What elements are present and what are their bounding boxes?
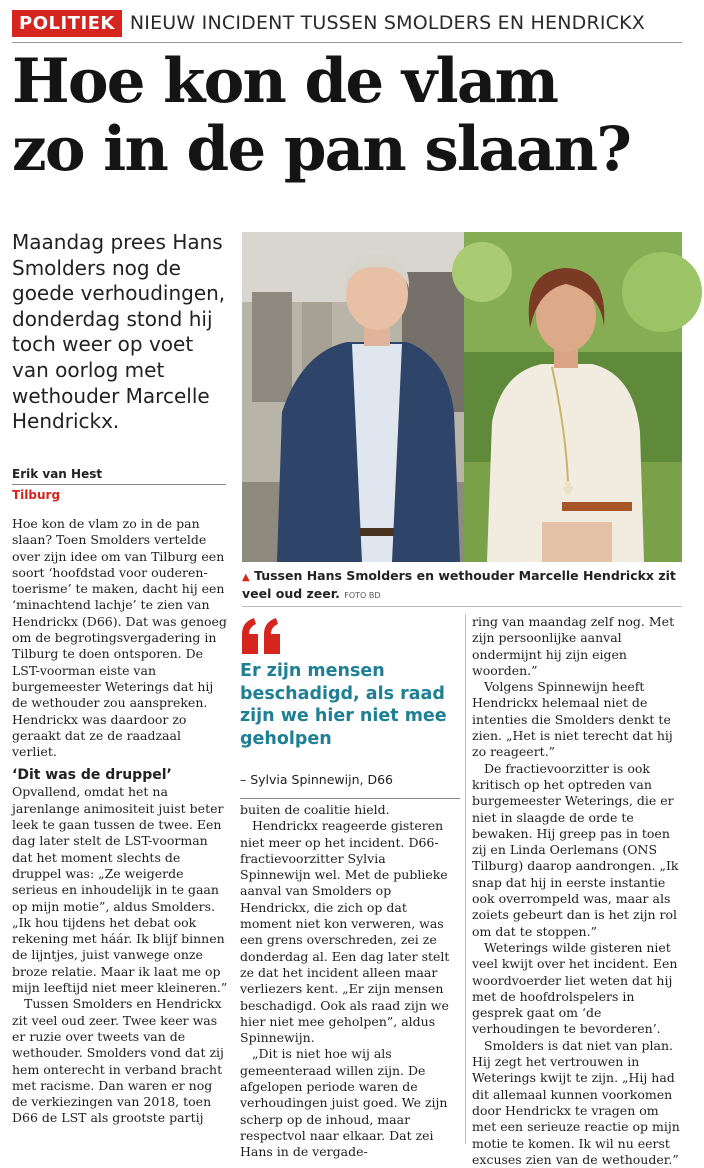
byline-divider [12, 484, 226, 485]
pull-quote: Er zijn mensen beschadigd, als raad zijn we hier niet mee geholpen [240, 661, 447, 749]
paragraph: Weterings wilde gisteren niet veel kwijt over het incident. Een woordvoerder liet weten dat hij met de hoofdrolspelers in gesprek gaat om ‘de verhoudingen te bevorderen’. [472, 939, 678, 1037]
paragraph: Tussen Smolders en Hendrickx zit veel oud zeer. Twee keer was er ruzie over tweets van de wethouder. Smolders vond dat zij hem onterecht in verband bracht met racisme. Dan waren er nog de verkiezingen van 2018, toen D66 de LST als grootste partij [12, 996, 224, 1126]
section-tag: POLITIEK [12, 10, 122, 37]
caption-triangle-icon: ▲ [242, 572, 250, 583]
photo-caption [242, 568, 682, 604]
author: Erik van Hest [12, 467, 103, 481]
caption-divider [242, 606, 682, 607]
article-photo [242, 232, 682, 562]
pull-quote-divider [240, 798, 460, 799]
headline [12, 48, 692, 184]
headline-line-2: zo in de pan slaan? [12, 114, 631, 185]
photo-credit: FOTO BD [344, 591, 381, 600]
paragraph: Volgens Spinnewijn heeft Hendrickx helemaal niet de intenties die Smolders denkt te zien. „Het is niet terecht dat hij zo reageert.” [472, 679, 673, 760]
quote-mark-icon [240, 618, 284, 654]
column-divider [465, 614, 466, 1144]
headline-line-1: Hoe kon de vlam [12, 46, 558, 117]
intro-text: Maandag prees Hans Smolders nog de goede verhoudingen, donderdag stond hij toch weer op voet van oorlog met wethouder Marcelle Hendrickx. [12, 230, 226, 434]
pull-quote-author: – Sylvia Spinnewijn, D66 [240, 772, 393, 787]
paragraph: ring van maandag zelf nog. Met zijn persoonlijke aanval ondermijnt hij zijn eigen woorden.” [472, 614, 675, 678]
paragraph: Opvallend, omdat het na jarenlange animositeit juist beter leek te gaan tussen de twee. Een dag later stelt de LST-voorman dat het moment slechts de druppel was: „Ze weigerde serieus en inhoudelijk in te gaan op mijn motie”, aldus Smolders. „Ik hou tijdens het debat ook rekening met háár. Ik blijf binnen de lijntjes, juist vanwege onze broze relatie. Maar ik laat me op mijn leeftijd niet meer kleineren.” [12, 784, 228, 996]
article-column-1 [12, 516, 228, 1127]
kicker: NIEUW INCIDENT TUSSEN SMOLDERS EN HENDRICKX [129, 12, 645, 34]
paragraph: „Dit is niet hoe wij als gemeenteraad willen zijn. De afgelopen periode waren de verhoudingen juist goed. We zijn scherp op de inhoud, maar respectvol naar elkaar. Dat zei Hans in de vergade- [240, 1046, 448, 1160]
article-column-3 [472, 614, 684, 1168]
section-header [12, 8, 682, 38]
paragraph: buiten de coalitie hield. [240, 802, 390, 817]
header-divider [12, 42, 682, 43]
article-column-2 [240, 802, 460, 1161]
paragraph: Hoe kon de vlam zo in de pan slaan? Toen Smolders vertelde over zijn idee om van Tilburg een soort ‘hoofdstad voor ouderen-toerisme’ te maken, dacht hij een ‘minachtend lachje’ te zien van Hendrickx (D66). Dat was genoeg om de begrotingsvergadering in Tilburg te doen ontsporen. De LST-voorman eiste van burgemeester Weterings dat hij de wethouder zou aanspreken. Hendrickx was daardoor zo geraakt dat ze de raadzaal verliet. [12, 516, 227, 760]
subheading: ‘Dit was de druppel’ [12, 767, 172, 784]
paragraph: Hendrickx reageerde gisteren niet meer op het incident. D66-fractievoorzitter Sylvia Spinnewijn wel. Met de publieke aanval van Smolders op Hendrickx, die zich op dat moment niet kon verweren, was een grens overschreden, zei ze donderdag al. Een dag later stelt ze dat het incident alleen maar verliezers kent. „Er zijn mensen beschadigd. Ook als raad zijn we hier niet mee geholpen”, aldus Spinnewijn. [240, 818, 450, 1046]
paragraph: De fractievoorzitter is ook kritisch op het optreden van burgemeester Weterings, die er niet in slaagde de orde te bewaken. Hij greep pas in toen zij en Linda Oerlemans (ONS Tilburg) daarop aandrongen. „Ik snap dat hij in eerste instantie ook overrompeld was, maar als zoiets gebeurt dan is het zijn rol om dat te stoppen.” [472, 760, 679, 939]
location: Tilburg [12, 488, 61, 502]
caption-text: Tussen Hans Smolders en wethouder Marcelle Hendrickx zit veel oud zeer. [242, 568, 676, 601]
paragraph: Smolders is dat niet van plan. Hij zegt het vertrouwen in Weterings kwijt te zijn. „Hij had dit allemaal kunnen voorkomen door Hendrickx te vragen om met een serieuze reactie op mijn motie te komen. Ik wil nu eerst excuses zien van de wethouder.” [472, 1037, 680, 1167]
